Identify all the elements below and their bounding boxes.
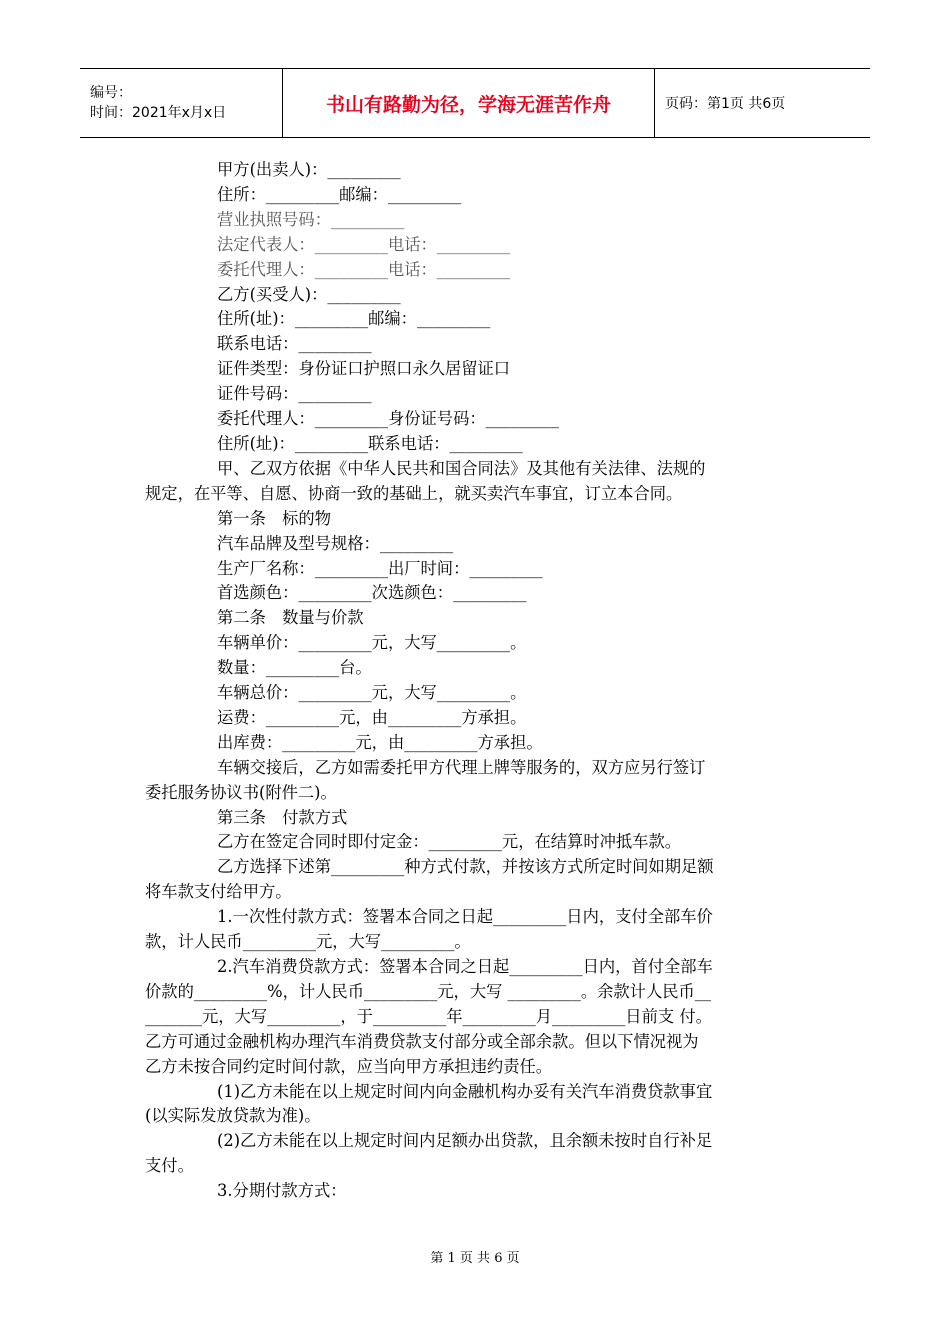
header-page-info: 页码：第1页 共6页 [665,96,786,112]
contract-line: (2)乙方未能在以上规定时间内足额办出贷款，且余额未按时自行补足 [217,1131,713,1151]
contract-line: 生产厂名称：_________出厂时间：_________ [217,558,543,578]
contract-line: 车辆单价：_________元，大写_________。 [217,633,527,653]
contract-line: 委托服务协议书(附件二)。 [145,782,337,802]
contract-line: (1)乙方未能在以上规定时间内向金融机构办妥有关汽车消费贷款事宜 [217,1081,713,1101]
contract-line: 乙方在签定合同时即付定金：_________元，在结算时冲抵车款。 [217,832,682,852]
contract-line: 车辆总价：_________元，大写_________。 [217,683,527,703]
page-footer: 第 1 页 共 6 页 [430,1251,520,1266]
contract-line: 住所(址)：_________联系电话：_________ [217,433,523,453]
contract-line: 运费：_________元，由_________方承担。 [217,707,527,727]
contract-line: 住所：_________邮编：_________ [217,184,462,204]
contract-line: 汽车品牌及型号规格：_________ [217,533,454,553]
contract-line: 首选颜色：_________次选颜色：_________ [217,583,527,603]
contract-line: 出库费：_________元，由_________方承担。 [217,732,543,752]
contract-line: 规定，在平等、自愿、协商一致的基础上，就买卖汽车事宜，订立本合同。 [145,483,683,503]
contract-line: 乙方(买受人)：_________ [217,284,401,304]
contract-body [145,158,810,1204]
contract-line: 支付。 [145,1156,194,1176]
contract-line: 款，计人民币_________元，大写_________。 [145,932,471,952]
contract-line: 证件类型：身份证口护照口永久居留证口 [217,359,511,379]
contract-line: 将车款支付给甲方。 [145,882,292,902]
page-header [80,68,870,138]
contract-line: 乙方未按合同约定时间付款，应当向甲方承担违约责任。 [145,1056,553,1076]
contract-line: 甲、乙双方依据《中华人民共和国合同法》及其他有关法律、法规的 [217,458,706,478]
contract-line: 车辆交接后，乙方如需委托甲方代理上牌等服务的，双方应另行签订 [217,757,706,777]
contract-line: 第二条 数量与价款 [217,608,364,628]
contract-line: 2.汽车消费贷款方式：签署本合同之日起_________日内，首付全部车 [217,957,713,976]
contract-line: 甲方(出卖人)：_________ [217,160,401,179]
contract-line: 乙方选择下述第_________种方式付款，并按该方式所定时间如期足额 [217,857,714,877]
contract-line: 住所(址)：_________邮编：_________ [217,309,491,329]
contract-line: (以实际发放贷款为准)。 [145,1106,321,1126]
header-meta [80,69,282,137]
document-number-label: 编号： [90,85,132,101]
document-time-label: 时间：2021年x月x日 [90,105,227,121]
contract-line: 第一条 标的物 [217,508,331,528]
contract-line: 法定代表人：_________电话：_________ [217,234,511,254]
header-motto-cell [282,69,655,137]
contract-line: 营业执照号码：_________ [217,209,405,229]
header-motto: 书山有路勤为径，学海无涯苦作舟 [325,93,611,116]
contract-line: 1.一次性付款方式：签署本合同之日起_________日内，支付全部车价 [217,907,713,927]
contract-line: 委托代理人：_________电话：_________ [217,259,511,279]
contract-line: 价款的_________%，计人民币_________元，大写 _________。余款计人民币__ [145,981,712,1001]
contract-line: 证件号码：_________ [217,384,372,404]
contract-line: 第三条 付款方式 [217,807,348,827]
contract-line: 3.分期付款方式： [217,1181,347,1201]
contract-line: _______元，大写_________，于_________年_________月_________日前支 付。 [145,1006,712,1026]
contract-line: 数量：_________台。 [217,658,372,678]
contract-line: 乙方可通过金融机构办理汽车消费贷款支付部分或全部余款。但以下情况视为 [145,1031,699,1051]
contract-line: 联系电话：_________ [217,334,372,354]
contract-line: 委托代理人：_________身份证号码：_________ [217,409,559,429]
